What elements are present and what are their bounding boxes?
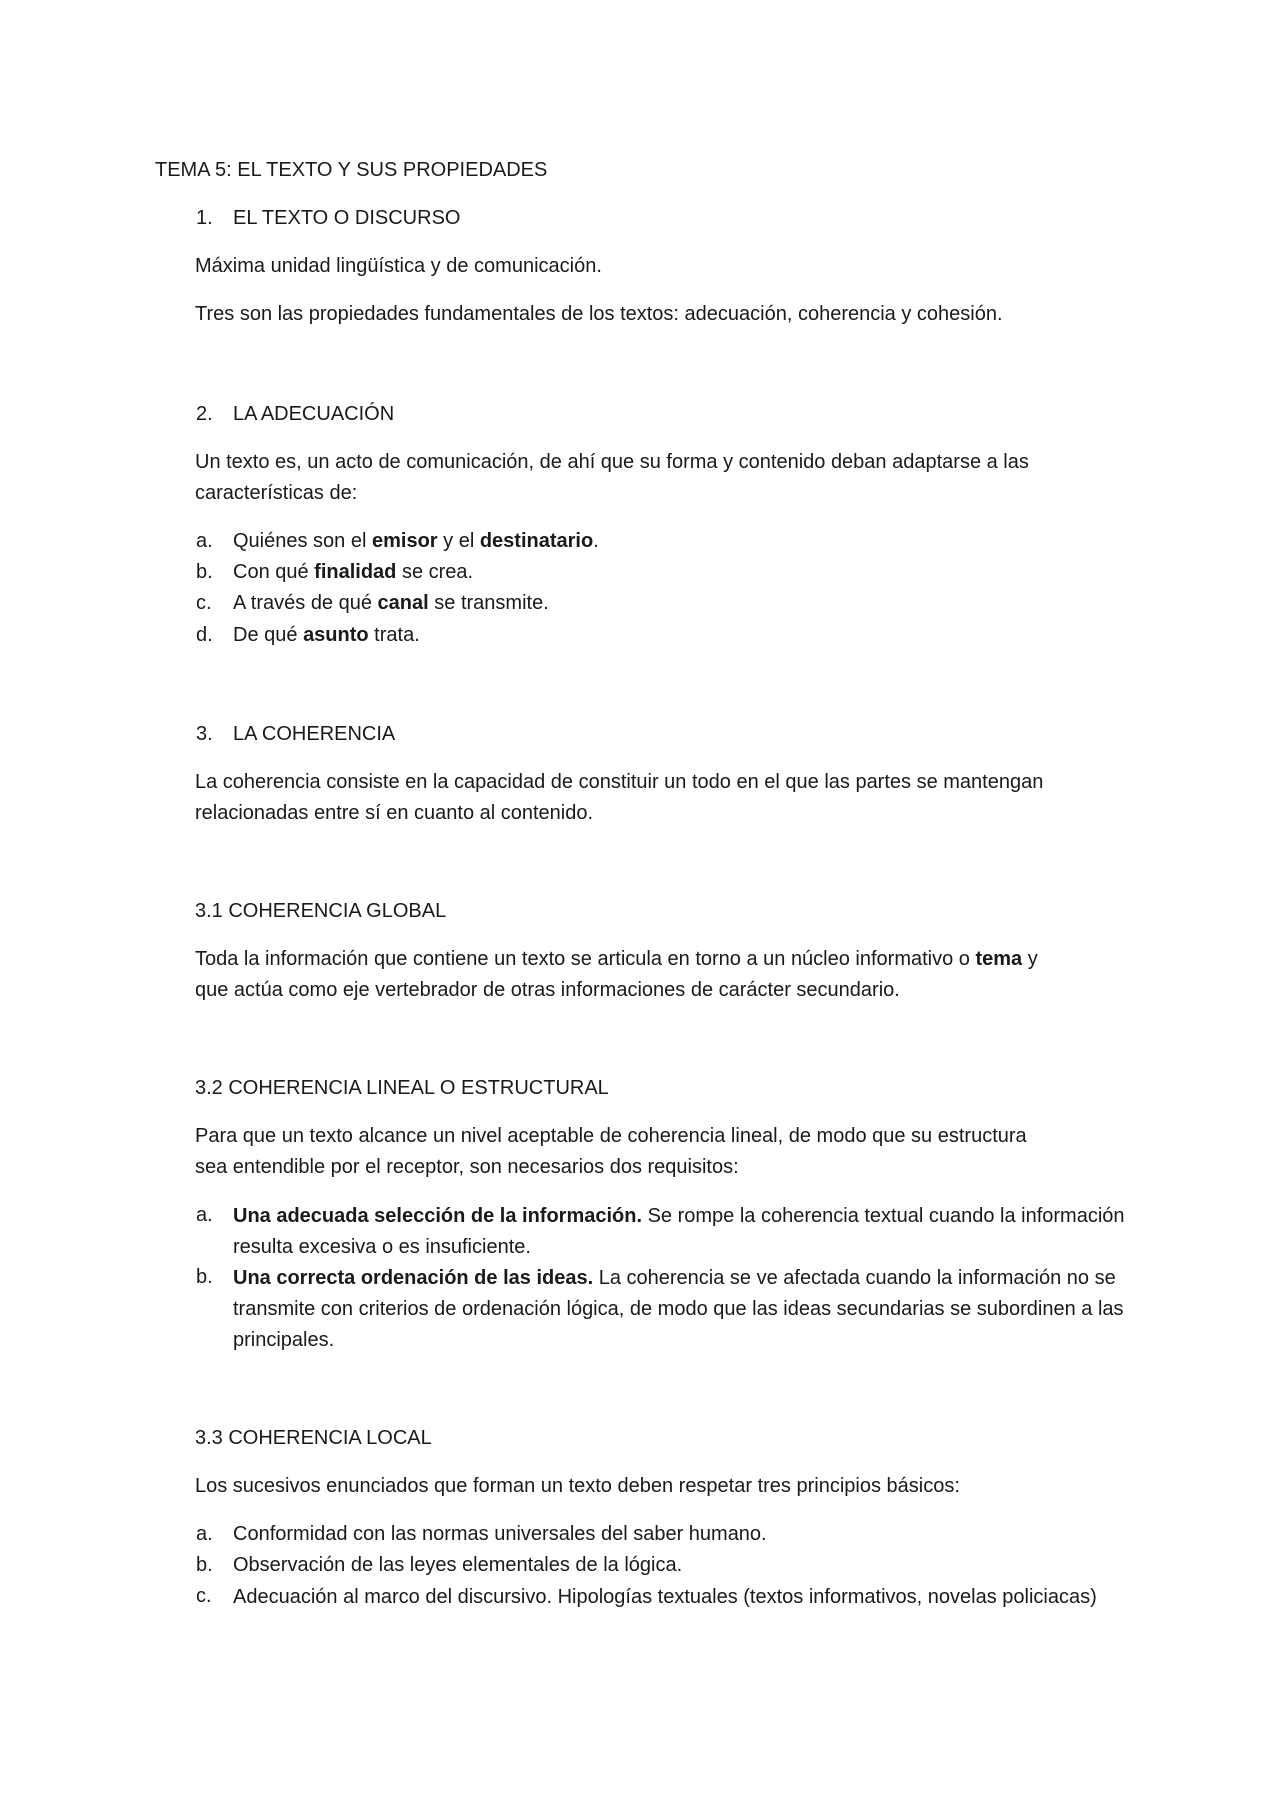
section-3-number: 3.	[196, 723, 213, 745]
list-marker: a.	[196, 1204, 213, 1226]
section-2-heading: LA ADECUACIÓN	[233, 403, 395, 425]
section-3-paragraph-line-2: relacionadas entre sí en cuanto al contenido.	[195, 802, 594, 824]
section-2-number: 2.	[196, 403, 213, 425]
list-item: Con qué finalidad se crea.	[233, 561, 474, 583]
section-2-paragraph-line-1: Un texto es, un acto de comunicación, de ahí que su forma y contenido deban adaptarse a las	[195, 451, 1029, 473]
list-item: De qué asunto trata.	[233, 624, 420, 646]
list-item: Una correcta ordenación de las ideas. La coherencia se ve afectada cuando la información no se transmite con criterios de ordenación lógica, de modo que las ideas secundarias se subordinen a las principales.	[233, 1267, 1124, 1351]
list-marker: b.	[196, 1266, 213, 1288]
list-marker: b.	[196, 561, 213, 583]
subsection-3-3-heading: 3.3 COHERENCIA LOCAL	[195, 1427, 432, 1449]
section-2-paragraph-line-2: características de:	[195, 482, 358, 504]
subsection-3-3-paragraph: Los sucesivos enunciados que forman un texto deben respetar tres principios básicos:	[195, 1475, 960, 1497]
section-1-paragraph-2: Tres son las propiedades fundamentales de los textos: adecuación, coherencia y cohesión.	[195, 303, 1003, 325]
subsection-3-2-paragraph-line-1: Para que un texto alcance un nivel aceptable de coherencia lineal, de modo que su estructura	[195, 1125, 1027, 1147]
section-1-heading: EL TEXTO O DISCURSO	[233, 207, 461, 229]
section-1-number: 1.	[196, 207, 213, 229]
section-3-heading: LA COHERENCIA	[233, 723, 396, 745]
list-item: A través de qué canal se transmite.	[233, 592, 549, 614]
subsection-3-2-paragraph-line-2: sea entendible por el receptor, son necesarios dos requisitos:	[195, 1156, 739, 1178]
list-marker: d.	[196, 624, 213, 646]
list-item: Observación de las leyes elementales de la lógica.	[233, 1554, 683, 1576]
subsection-3-1-paragraph-line-1: Toda la información que contiene un texto se articula en torno a un núcleo informativo o tema y	[195, 948, 1038, 970]
section-3-paragraph-line-1: La coherencia consiste en la capacidad de constituir un todo en el que las partes se mantengan	[195, 771, 1044, 793]
page-title: TEMA 5: EL TEXTO Y SUS PROPIEDADES	[155, 159, 548, 181]
section-1-paragraph-1: Máxima unidad lingüística y de comunicación.	[195, 255, 602, 277]
list-item: Adecuación al marco del discursivo. Hipologías textuales (textos informativos, novelas policiacas)	[233, 1586, 1097, 1608]
subsection-3-1-heading: 3.1 COHERENCIA GLOBAL	[195, 900, 447, 922]
list-marker: a.	[196, 1523, 213, 1545]
list-marker: a.	[196, 530, 213, 552]
list-marker: b.	[196, 1554, 213, 1576]
subsection-3-1-paragraph-line-2: que actúa como eje vertebrador de otras informaciones de carácter secundario.	[195, 979, 900, 1001]
list-marker: c.	[196, 592, 212, 614]
list-item: Conformidad con las normas universales del saber humano.	[233, 1523, 767, 1545]
list-item: Una adecuada selección de la información. Se rompe la coherencia textual cuando la información resulta excesiva o es insuficiente.	[233, 1205, 1125, 1258]
list-marker: c.	[196, 1585, 212, 1607]
subsection-3-2-heading: 3.2 COHERENCIA LINEAL O ESTRUCTURAL	[195, 1077, 609, 1099]
list-item: Quiénes son el emisor y el destinatario.	[233, 530, 599, 552]
